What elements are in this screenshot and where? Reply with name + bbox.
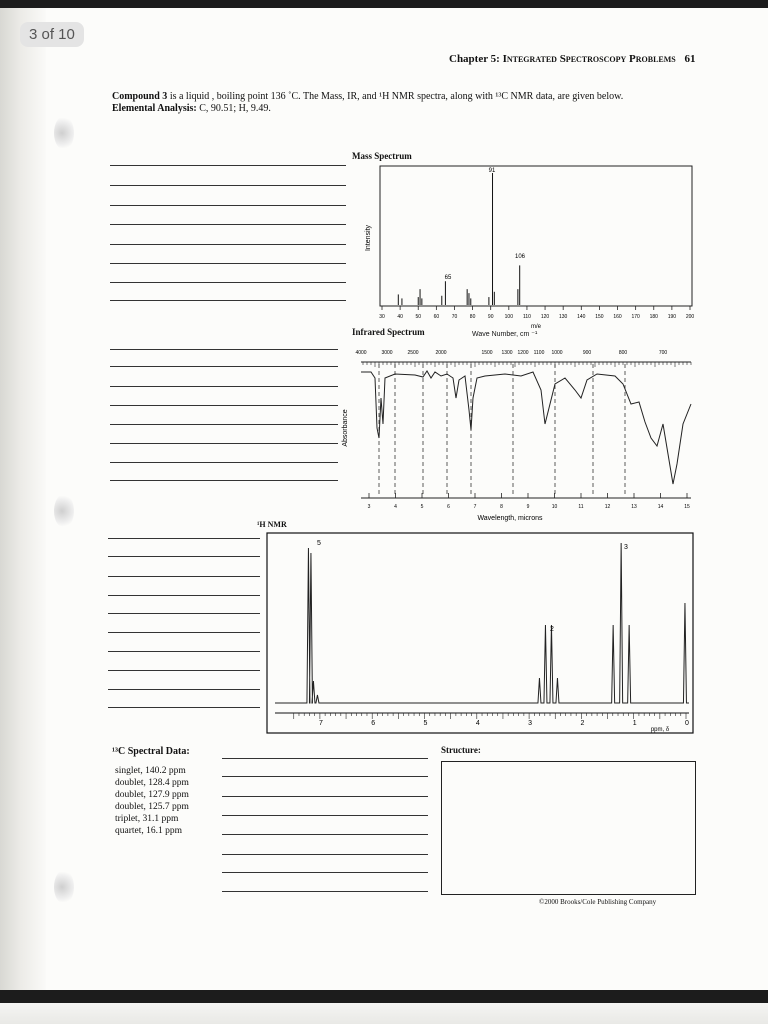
nmr-tick-label: 0	[685, 720, 689, 727]
answer-line[interactable]	[222, 891, 428, 892]
ir-top-tick-label: 2500	[407, 350, 419, 356]
compound-name: Compound 3	[112, 91, 168, 102]
ir-top-tick-label: 3000	[381, 350, 393, 356]
ir-top-tick-label: 2000	[435, 350, 447, 356]
mass-peak-label-91: 91	[488, 168, 496, 174]
ir-top-ticks	[355, 350, 691, 367]
answer-line[interactable]	[110, 349, 338, 350]
answer-line[interactable]	[110, 205, 346, 206]
mass-tick-label: 60	[433, 314, 440, 320]
ir-spectrum-chart	[335, 338, 700, 528]
page-counter-badge: 3 of 10	[20, 22, 84, 47]
chapter-title: Integrated Spectroscopy Problems	[502, 53, 676, 65]
ir-top-tick-label: 700	[658, 350, 668, 356]
mass-tick-label: 140	[577, 314, 586, 320]
punch-hole	[54, 870, 74, 904]
ir-top-tick-label: 4000	[355, 350, 367, 356]
answer-line[interactable]	[108, 556, 260, 557]
ir-top-tick-label: 1300	[501, 350, 513, 356]
page-number: 61	[684, 53, 696, 65]
mass-spectrum-chart	[360, 158, 700, 333]
elemental-label: Elemental Analysis:	[112, 103, 197, 114]
ir-ylabel: Absorbance	[342, 409, 349, 447]
ir-bottom-tick-label: 11	[578, 504, 584, 510]
ir-top-tick-label: 1200	[517, 350, 529, 356]
answer-line[interactable]	[222, 834, 428, 835]
nmr-tick-label: 3	[528, 720, 533, 727]
ir-bottom-tick-label: 8	[500, 504, 503, 510]
ir-trace	[361, 371, 691, 484]
mass-tick-label: 40	[397, 314, 403, 320]
answer-line[interactable]	[110, 386, 338, 387]
nmr-trace	[275, 543, 689, 703]
answer-line[interactable]	[222, 758, 428, 759]
answer-line[interactable]	[108, 576, 260, 577]
answer-line[interactable]	[110, 462, 338, 463]
ir-top-tick-label: 900	[582, 350, 592, 356]
nmr-spectrum-chart	[265, 531, 697, 736]
answer-line[interactable]	[110, 224, 346, 225]
mass-tick-label: 180	[649, 314, 658, 320]
document-page	[0, 8, 768, 990]
ir-bottom-tick-label: 14	[657, 504, 664, 510]
ir-xlabel: Wavelength, microns	[477, 515, 543, 522]
problem-intro	[112, 91, 712, 115]
answer-line[interactable]	[110, 366, 338, 367]
nmr-title: ¹H NMR	[257, 520, 287, 529]
ir-top-label: Wave Number, cm ⁻¹	[472, 331, 538, 338]
next-page-strip	[0, 1003, 768, 1024]
ir-bottom-tick-label: 13	[631, 504, 637, 510]
answer-line[interactable]	[108, 595, 260, 596]
answer-line[interactable]	[110, 282, 346, 283]
mass-tick-label: 170	[631, 314, 640, 320]
ir-bottom-tick-label: 7	[473, 504, 477, 510]
nmr-peak-label-2: 2	[550, 626, 554, 633]
c13-line: triplet, 31.1 ppm	[115, 814, 179, 824]
ir-top-tick-label: 800	[618, 350, 628, 356]
c13-line: doublet, 127.9 ppm	[115, 790, 189, 800]
c13-line: doublet, 125.7 ppm	[115, 802, 189, 812]
mass-spectrum-title: Mass Spectrum	[352, 151, 412, 161]
binding-edge	[0, 8, 46, 990]
answer-line[interactable]	[110, 300, 346, 301]
mass-plot-frame	[380, 166, 692, 306]
ir-top-tick-label: 1000	[551, 350, 563, 356]
ir-dashed-guides	[379, 364, 625, 496]
answer-line[interactable]	[222, 776, 428, 777]
mass-tick-label: 110	[522, 314, 531, 320]
mass-tick-label: 80	[469, 314, 476, 320]
answer-line[interactable]	[110, 263, 346, 264]
ir-bottom-tick-label: 4	[394, 504, 397, 510]
mass-tick-label: 90	[487, 314, 494, 320]
answer-line[interactable]	[110, 244, 346, 245]
nmr-tick-label: 7	[318, 720, 323, 727]
structure-box[interactable]	[441, 761, 696, 895]
answer-line[interactable]	[222, 854, 428, 855]
mass-tick-label: 200	[685, 314, 695, 320]
answer-line[interactable]	[108, 707, 260, 708]
nmr-tick-label: 5	[423, 720, 428, 727]
nmr-tick-label: 1	[632, 720, 637, 727]
ir-top-tick-label: 1500	[481, 350, 493, 356]
answer-line[interactable]	[110, 443, 338, 444]
answer-line[interactable]	[110, 480, 338, 481]
c13-line: doublet, 128.4 ppm	[115, 778, 189, 788]
answer-line[interactable]	[110, 424, 338, 425]
copyright: ©2000 Brooks/Cole Publishing Company	[539, 898, 657, 906]
c13-line: quartet, 16.1 ppm	[115, 826, 183, 836]
answer-line[interactable]	[108, 689, 260, 690]
mass-xlabel: m/e	[530, 324, 542, 330]
nmr-tick-label: 6	[371, 720, 376, 727]
punch-hole	[54, 116, 74, 150]
nmr-ticks	[294, 713, 689, 727]
answer-line[interactable]	[110, 185, 346, 186]
chapter-number: Chapter 5:	[449, 53, 500, 65]
answer-line[interactable]	[222, 796, 428, 797]
nmr-peak-label-3: 3	[624, 544, 628, 551]
c13-line: singlet, 140.2 ppm	[115, 766, 186, 776]
ir-bottom-tick-label: 15	[684, 504, 690, 510]
answer-line[interactable]	[222, 872, 428, 873]
ir-bottom-tick-label: 5	[420, 504, 424, 510]
mass-tick-label: 50	[415, 314, 422, 320]
mass-tick-label: 160	[613, 314, 622, 320]
answer-line[interactable]	[108, 538, 260, 539]
ir-bottom-tick-label: 9	[526, 504, 530, 510]
nmr-peak-label-5: 5	[317, 540, 321, 547]
nmr-tick-label: 2	[580, 720, 585, 727]
compound-description: is a liquid , boiling point 136 ˚C. The Mass, IR, and ¹H NMR spectra, along with ¹³C NMR data, are given below.	[169, 91, 624, 102]
ir-spectrum-title: Infrared Spectrum	[352, 327, 425, 337]
elemental-values: C, 90.51; H, 9.49.	[199, 103, 271, 114]
answer-line[interactable]	[110, 165, 346, 166]
mass-ticks	[379, 306, 694, 320]
mass-peaks	[398, 173, 519, 305]
answer-line[interactable]	[108, 632, 260, 633]
mass-tick-label: 120	[540, 314, 550, 320]
mass-tick-label: 150	[595, 314, 604, 320]
ir-bottom-tick-label: 6	[447, 504, 450, 510]
ir-bottom-ticks	[368, 493, 690, 510]
ir-top-tick-label: 1100	[533, 350, 545, 356]
nmr-tick-label: 4	[475, 720, 480, 727]
answer-line[interactable]	[222, 815, 428, 816]
answer-line[interactable]	[110, 405, 338, 406]
answer-line[interactable]	[108, 670, 260, 671]
answer-line[interactable]	[108, 613, 260, 614]
mass-tick-label: 100	[504, 314, 513, 320]
ir-bottom-tick-label: 12	[604, 504, 611, 510]
chapter-header	[449, 53, 696, 65]
mass-tick-label: 30	[379, 314, 385, 320]
nmr-xlabel: ppm, δ	[650, 727, 670, 733]
mass-tick-label: 70	[451, 314, 458, 320]
mass-tick-label: 130	[559, 314, 568, 320]
mass-tick-label: 190	[667, 314, 677, 320]
mass-peak-label-106: 106	[514, 254, 526, 260]
structure-label: Structure:	[441, 745, 481, 755]
c13-data-list	[115, 765, 189, 837]
ir-bottom-tick-label: 3	[367, 504, 371, 510]
mass-peak-label-65: 65	[444, 275, 452, 281]
ir-bottom-tick-label: 10	[551, 504, 558, 510]
punch-hole	[54, 494, 74, 528]
answer-line[interactable]	[108, 651, 260, 652]
mass-ylabel: Intensity	[365, 224, 372, 252]
c13-title: ¹³C Spectral Data:	[112, 746, 190, 757]
